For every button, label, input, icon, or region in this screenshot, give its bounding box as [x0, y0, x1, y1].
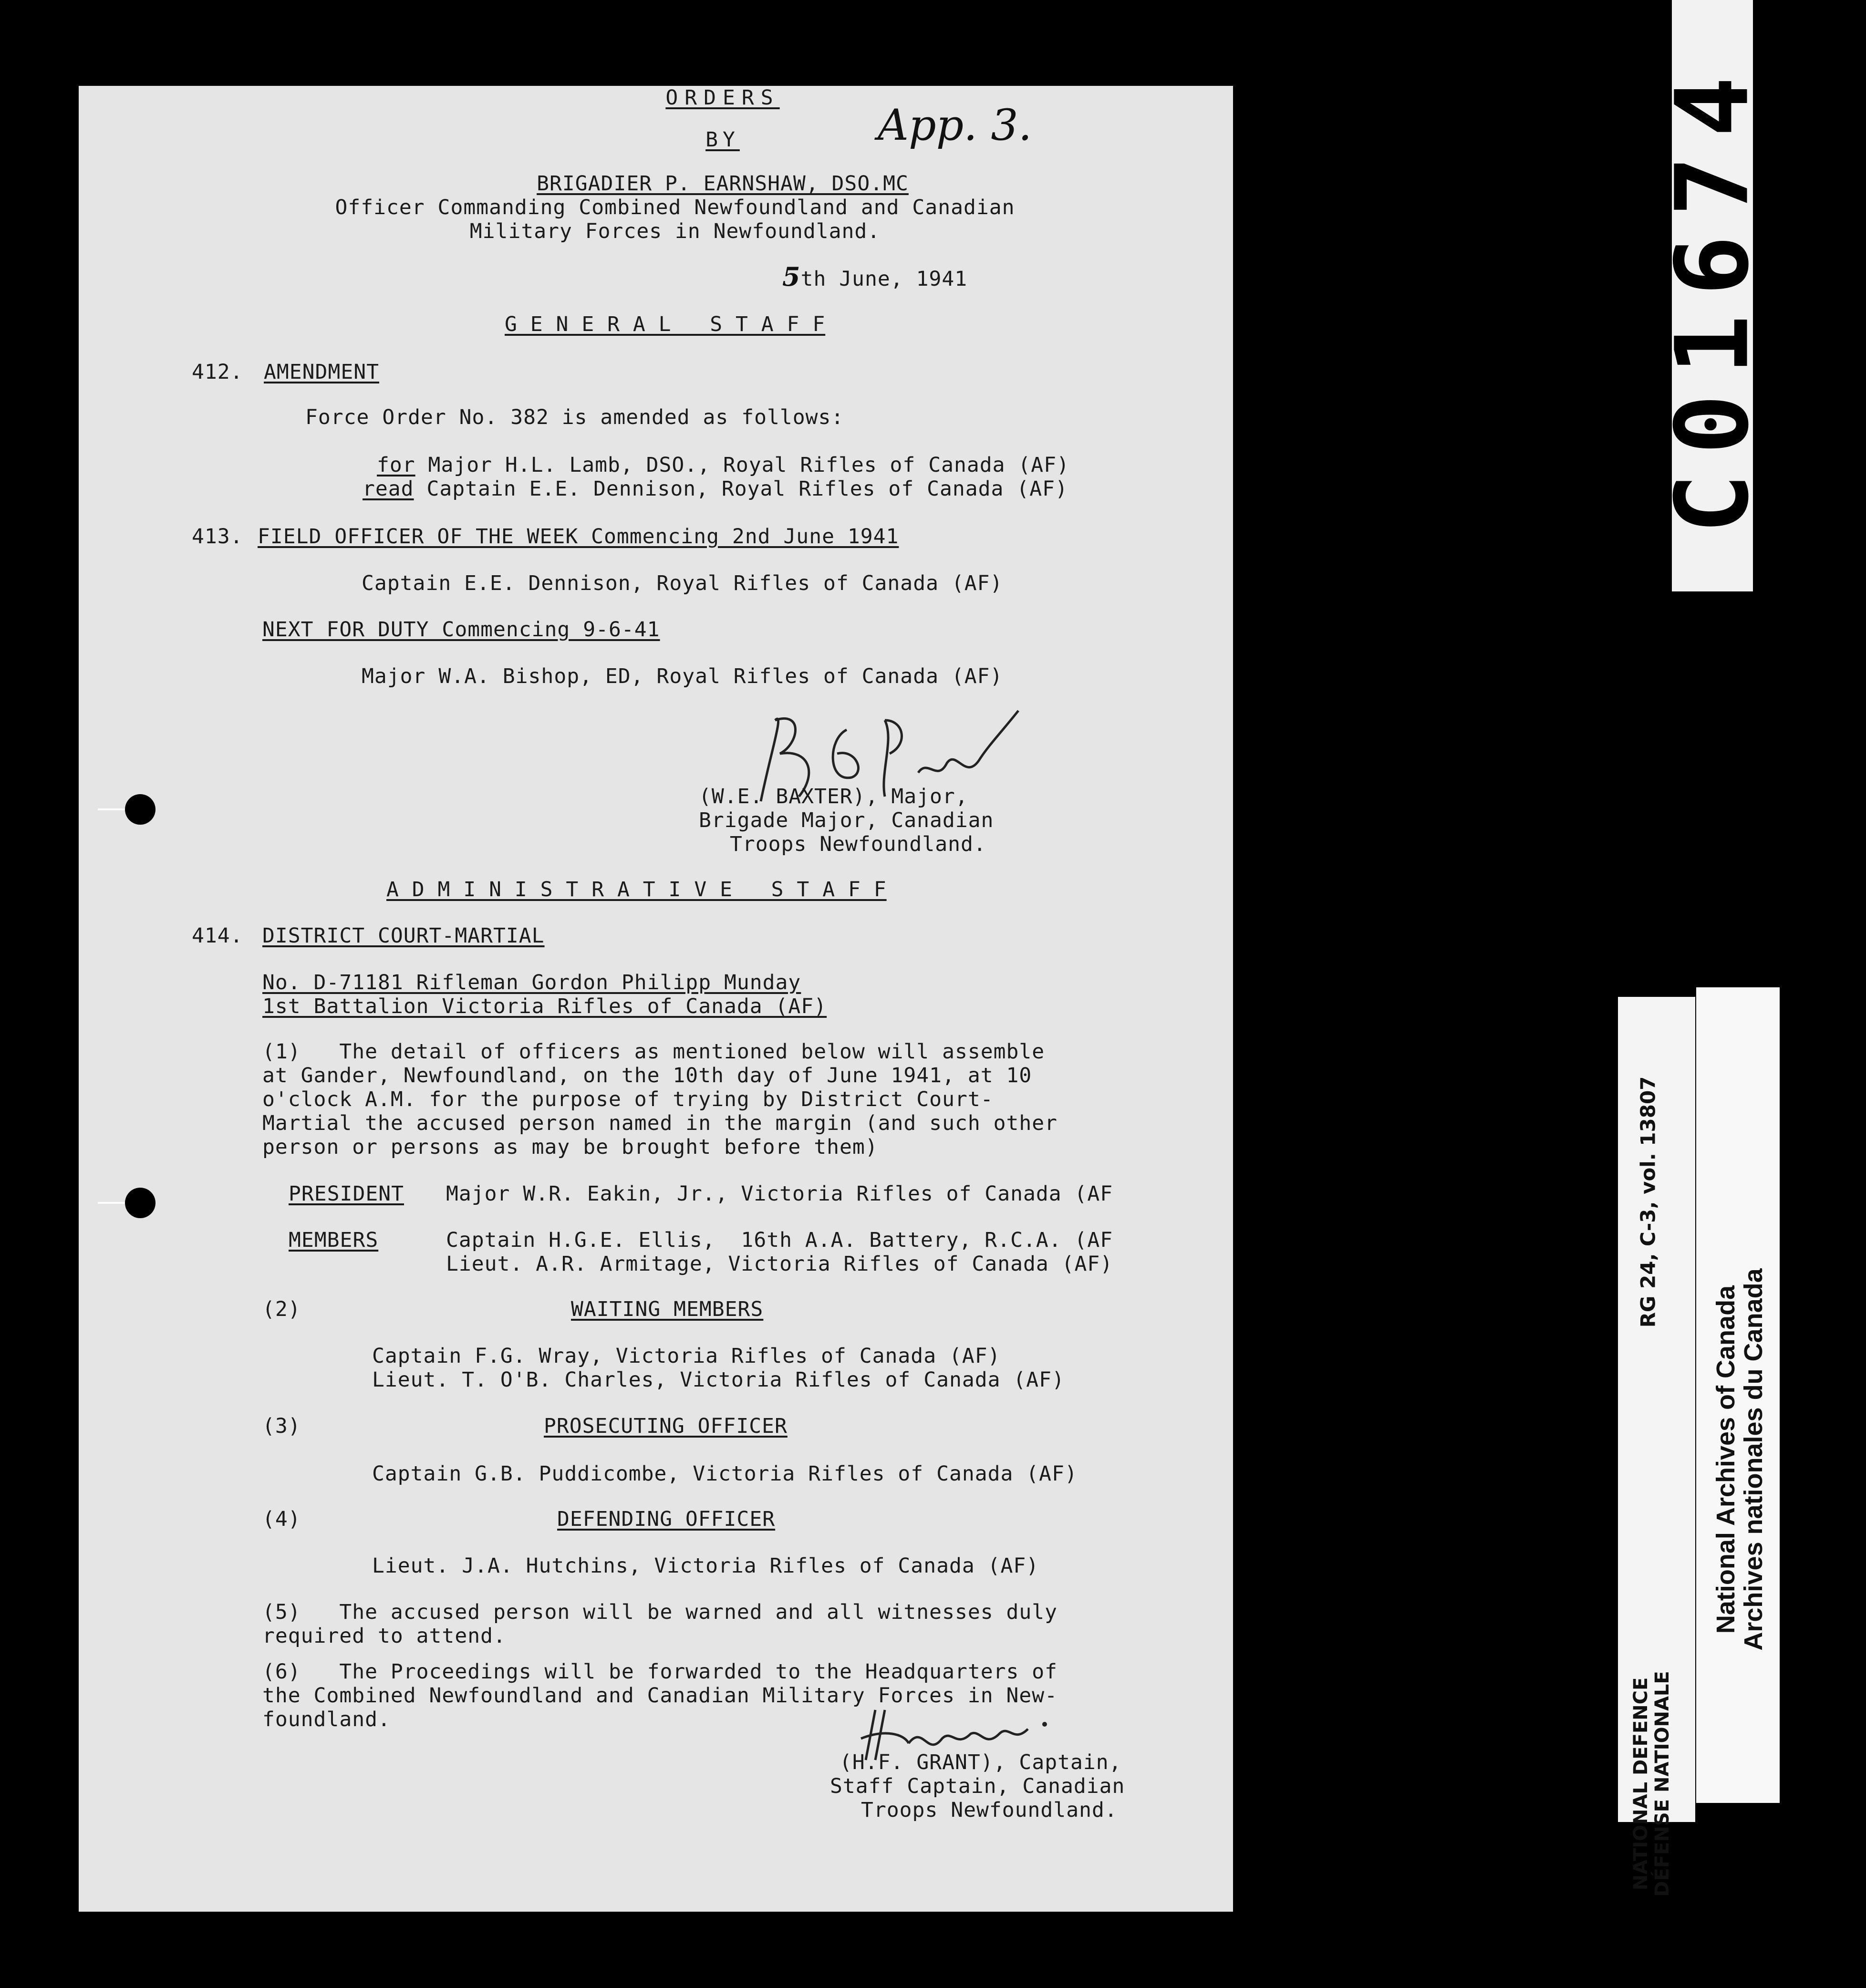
order-413-number: 413. — [192, 525, 243, 549]
para-2-number: (2) — [262, 1297, 301, 1321]
archive-reference: RG 24, C-3, vol. 13807 — [1636, 1076, 1660, 1328]
accused-line-1: No. D-71181 Rifleman Gordon Philipp Munday — [262, 971, 801, 994]
prosecuting-officer-name: Captain G.B. Puddicombe, Victoria Rifles of Canada (AF) — [372, 1462, 1078, 1486]
punch-hole-2 — [125, 1188, 156, 1218]
national-archives-en: National Archives of Canada — [1711, 1285, 1740, 1634]
commanding-line: Officer Commanding Combined Newfoundland and Canadian — [335, 196, 1015, 219]
order-414-title: DISTRICT COURT-MARTIAL — [262, 924, 545, 948]
national-archives-fr: Archives nationales du Canada — [1739, 1268, 1768, 1651]
waiting-member-1: Captain F.G. Wray, Victoria Rifles of Canada (AF) — [372, 1344, 1001, 1368]
grant-sig-line-1: (H.F. GRANT), Captain, — [840, 1750, 1122, 1774]
forces-line: Military Forces in Newfoundland. — [469, 219, 881, 243]
order-412-title: AMENDMENT — [264, 360, 379, 384]
brigadier-line: BRIGADIER P. EARNSHAW, DSO.MC — [537, 172, 909, 196]
read-word: read — [363, 477, 414, 501]
frame-number: C01674 — [1654, 57, 1771, 534]
defending-officer-name: Lieut. J.A. Hutchins, Victoria Rifles of Canada (AF) — [372, 1554, 1039, 1578]
read-text: Captain E.E. Dennison, Royal Rifles of Canada (AF) — [414, 477, 1068, 501]
national-defence-fr: DÉFENSE NATIONALE — [1651, 1671, 1673, 1897]
baxter-sig-line-2: Brigade Major, Canadian — [699, 808, 994, 832]
members-label: MEMBERS — [289, 1228, 379, 1252]
prosecuting-officer-title: PROSECUTING OFFICER — [544, 1414, 788, 1438]
date-rest: th June, 1941 — [800, 267, 968, 291]
orders-heading: ORDERS — [665, 86, 780, 110]
para-5-line-2: required to attend. — [262, 1624, 506, 1648]
next-for-duty-title: NEXT FOR DUTY Commencing 9-6-41 — [262, 618, 660, 642]
punch-hole-1 — [125, 794, 156, 825]
grant-sig-line-2: Staff Captain, Canadian — [830, 1774, 1125, 1798]
next-for-duty-officer: Major W.A. Bishop, ED, Royal Rifles of Canada (AF) — [362, 664, 1003, 688]
grant-sig-line-3: Troops Newfoundland. — [861, 1798, 1118, 1822]
president-name: Major W.R. Eakin, Jr., Victoria Rifles of Canada (AF — [446, 1182, 1113, 1206]
general-staff-heading: G E N E R A L S T A F F — [505, 312, 826, 336]
app-note-handwritten: App. 3. — [878, 100, 1032, 150]
baxter-sig-line-3: Troops Newfoundland. — [730, 832, 986, 856]
amendment-read-line — [363, 477, 1068, 501]
para-1-line-5: person or persons as may be brought before them) — [262, 1135, 878, 1159]
para-6-line-1: (6) The Proceedings will be forwarded to the Headquarters of — [262, 1660, 1058, 1684]
para-1-line-3: o'clock A.M. for the purpose of trying by District Court- — [262, 1087, 994, 1111]
para-3-number: (3) — [262, 1414, 301, 1438]
national-defence-en: NATIONAL DEFENCE — [1630, 1677, 1652, 1891]
president-label: PRESIDENT — [289, 1182, 404, 1206]
para-4-number: (4) — [262, 1507, 301, 1531]
baxter-sig-line-1: (W.E. BAXTER), Major, — [699, 785, 968, 808]
waiting-members-title: WAITING MEMBERS — [571, 1297, 764, 1321]
administrative-staff-heading: A D M I N I S T R A T I V E S T A F F — [386, 878, 887, 901]
date-day-handwritten: 5 — [782, 261, 801, 292]
order-413-officer: Captain E.E. Dennison, Royal Rifles of Canada (AF) — [362, 571, 1003, 595]
order-414-number: 414. — [192, 924, 243, 948]
para-6-line-3: foundland. — [262, 1708, 391, 1731]
order-date — [782, 261, 968, 292]
waiting-member-2: Lieut. T. O'B. Charles, Victoria Rifles of Canada (AF) — [372, 1368, 1065, 1392]
order-document-page — [79, 86, 1233, 1912]
member-2: Lieut. A.R. Armitage, Victoria Rifles of Canada (AF) — [446, 1252, 1113, 1276]
para-1-line-1: (1) The detail of officers as mentioned below will assemble — [262, 1040, 1045, 1064]
para-1-line-4: Martial the accused person named in the margin (and such other — [262, 1111, 1058, 1135]
order-412-text: Force Order No. 382 is amended as follows: — [305, 405, 844, 429]
amendment-for-line — [377, 453, 1069, 477]
para-5-line-1: (5) The accused person will be warned and all witnesses duly — [262, 1600, 1058, 1624]
for-word: for — [377, 453, 415, 477]
by-heading: BY — [705, 128, 740, 152]
accused-line-2: 1st Battalion Victoria Rifles of Canada (AF) — [262, 994, 827, 1018]
for-text: Major H.L. Lamb, DSO., Royal Rifles of Canada (AF) — [415, 453, 1069, 477]
member-1: Captain H.G.E. Ellis, 16th A.A. Battery, R.C.A. (AF — [446, 1228, 1113, 1252]
order-413-title: FIELD OFFICER OF THE WEEK Commencing 2nd June 1941 — [258, 525, 899, 549]
para-6-line-2: the Combined Newfoundland and Canadian Military Forces in New- — [262, 1684, 1058, 1708]
para-1-line-2: at Gander, Newfoundland, on the 10th day of June 1941, at 10 — [262, 1064, 1032, 1087]
order-412-number: 412. — [192, 360, 243, 384]
defending-officer-title: DEFENDING OFFICER — [557, 1507, 776, 1531]
